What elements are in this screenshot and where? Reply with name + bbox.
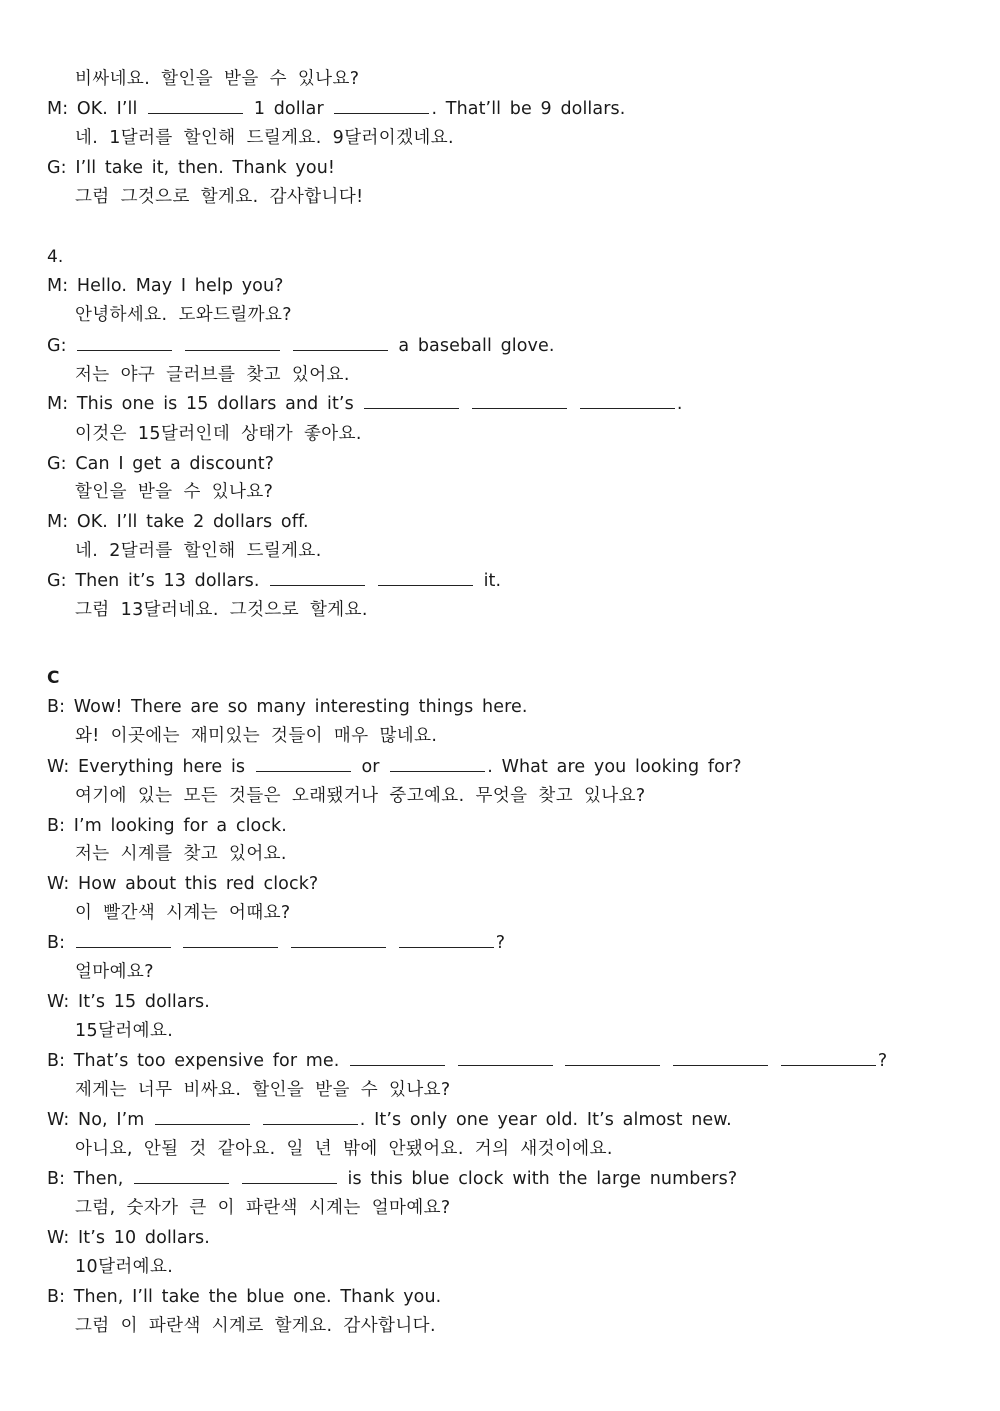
dialogue-text: M: Hello. May I help you? (47, 276, 284, 296)
dialogue-text: G: Can I get a discount? (47, 454, 275, 474)
korean-line (75, 363, 960, 387)
answer-blank[interactable] (185, 334, 280, 351)
dialogue-line (47, 452, 960, 476)
answer-blank[interactable] (781, 1049, 876, 1066)
korean-line (75, 480, 960, 504)
dialogue-line (47, 1108, 960, 1132)
dialogue-line (47, 1226, 960, 1250)
korean-text: 15달러예요. (75, 1021, 174, 1041)
dialogue-text: a baseball glove. (398, 336, 555, 356)
dialogue-text: is this blue clock with the large numbers? (347, 1169, 738, 1189)
korean-text: 저는 시계를 찾고 있어요. (75, 844, 287, 864)
dialogue-text: G: (47, 336, 67, 356)
korean-line (75, 1019, 960, 1043)
dialogue-text: B: That’s too expensive for me. (47, 1051, 340, 1071)
dialogue-line (47, 510, 960, 534)
dialogue-line (47, 569, 960, 593)
korean-line (75, 784, 960, 808)
korean-line (75, 67, 960, 91)
korean-text: 네. 1달러를 할인해 드릴게요. 9달러이겠네요. (75, 128, 454, 148)
korean-text: 여기에 있는 모든 것들은 오래됐거나 중고예요. 무엇을 찾고 있나요? (75, 786, 646, 806)
korean-text: 그럼, 숫자가 큰 이 파란색 시계는 얼마예요? (75, 1198, 451, 1218)
answer-blank[interactable] (134, 1167, 229, 1184)
korean-text: 제게는 너무 비싸요. 할인을 받을 수 있나요? (75, 1080, 451, 1100)
answer-blank[interactable] (183, 931, 278, 948)
answer-blank[interactable] (565, 1049, 660, 1066)
answer-blank[interactable] (270, 569, 365, 586)
dialogue-line (47, 334, 960, 358)
answer-blank[interactable] (364, 392, 459, 409)
dialogue-text: B: I’m looking for a clock. (47, 816, 287, 836)
korean-text: 그럼 13달러네요. 그것으로 할게요. (75, 600, 368, 620)
dialogue-line (47, 1285, 960, 1309)
korean-line (75, 598, 960, 622)
dialogue-text: W: Everything here is (47, 757, 246, 777)
korean-text: 이것은 15달러인데 상태가 좋아요. (75, 424, 362, 444)
dialogue-text: W: No, I’m (47, 1110, 145, 1130)
dialogue-line (47, 814, 960, 838)
dialogue-text: W: It’s 10 dollars. (47, 1228, 210, 1248)
answer-blank[interactable] (458, 1049, 553, 1066)
dialogue-line (47, 931, 960, 955)
dialogue-text: B: (47, 933, 66, 953)
korean-line (75, 1196, 960, 1220)
answer-blank[interactable] (291, 931, 386, 948)
section-heading-text: C (47, 668, 60, 688)
dialogue-text: G: I’ll take it, then. Thank you! (47, 158, 336, 178)
dialogue-text: B: Wow! There are so many interesting things here. (47, 697, 528, 717)
korean-text: 아니요, 안될 것 같아요. 일 년 밖에 안됐어요. 거의 새것이에요. (75, 1139, 613, 1159)
dialogue-line (47, 392, 960, 416)
korean-line (75, 842, 960, 866)
dialogue-text: M: OK. I’ll (47, 99, 138, 119)
dialogue-text: ? (495, 933, 506, 953)
korean-text: 저는 야구 글러브를 찾고 있어요. (75, 365, 350, 385)
dialogue-text: W: How about this red clock? (47, 874, 319, 894)
korean-text: 안녕하세요. 도와드릴까요? (75, 305, 292, 325)
dialogue-text: B: Then, (47, 1169, 124, 1189)
answer-blank[interactable] (148, 97, 243, 114)
korean-text: 네. 2달러를 할인해 드릴게요. (75, 541, 322, 561)
dialogue-text: G: Then it’s 13 dollars. (47, 571, 260, 591)
section-number-text: 4. (47, 247, 64, 267)
answer-blank[interactable] (334, 97, 429, 114)
dialogue-line (47, 1049, 960, 1073)
answer-blank[interactable] (472, 392, 567, 409)
answer-blank[interactable] (378, 569, 473, 586)
answer-blank[interactable] (390, 755, 485, 772)
answer-blank[interactable] (155, 1108, 250, 1125)
korean-line (75, 1314, 960, 1338)
answer-blank[interactable] (76, 931, 171, 948)
dialogue-text: . That’ll be 9 dollars. (431, 99, 626, 119)
korean-text: 10달러예요. (75, 1257, 174, 1277)
dialogue-line (47, 872, 960, 896)
korean-text: 와! 이곳에는 재미있는 것들이 매우 많네요. (75, 726, 438, 746)
korean-line (75, 724, 960, 748)
dialogue-text: . (676, 394, 683, 414)
dialogue-text: . It’s only one year old. It’s almost new. (359, 1110, 732, 1130)
answer-blank[interactable] (263, 1108, 358, 1125)
korean-line (75, 539, 960, 563)
dialogue-text: W: It’s 15 dollars. (47, 992, 210, 1012)
korean-line (75, 126, 960, 150)
korean-line (75, 303, 960, 327)
answer-blank[interactable] (673, 1049, 768, 1066)
dialogue-line (47, 274, 960, 298)
dialogue-line (47, 695, 960, 719)
dialogue-text: or (361, 757, 380, 777)
korean-line (75, 1078, 960, 1102)
answer-blank[interactable] (242, 1167, 337, 1184)
korean-text: 그럼 그것으로 할게요. 감사합니다! (75, 187, 364, 207)
answer-blank[interactable] (256, 755, 351, 772)
korean-line (75, 185, 960, 209)
korean-line (75, 960, 960, 984)
answer-blank[interactable] (580, 392, 675, 409)
dialogue-text: M: OK. I’ll take 2 dollars off. (47, 512, 309, 532)
dialogue-text: B: Then, I’ll take the blue one. Thank you. (47, 1287, 442, 1307)
korean-text: 그럼 이 파란색 시계로 할게요. 감사합니다. (75, 1316, 436, 1336)
dialogue-line (47, 990, 960, 1014)
korean-text: 얼마예요? (75, 962, 154, 982)
dialogue-text: M: This one is 15 dollars and it’s (47, 394, 354, 414)
answer-blank[interactable] (293, 334, 388, 351)
section-number (47, 245, 960, 269)
dialogue-text: it. (483, 571, 502, 591)
dialogue-line (47, 1167, 960, 1191)
korean-line (75, 422, 960, 446)
korean-line (75, 1255, 960, 1279)
korean-text: 할인을 받을 수 있나요? (75, 482, 274, 502)
korean-text: 비싸네요. 할인을 받을 수 있나요? (75, 69, 360, 89)
korean-text: 이 빨간색 시계는 어때요? (75, 903, 291, 923)
dialogue-text: . What are you looking for? (487, 757, 742, 777)
korean-line (75, 1137, 960, 1161)
dialogue-line (47, 156, 960, 180)
dialogue-line (47, 97, 960, 121)
korean-line (75, 901, 960, 925)
answer-blank[interactable] (350, 1049, 445, 1066)
dialogue-line (47, 755, 960, 779)
answer-blank[interactable] (77, 334, 172, 351)
dialogue-text: ? (877, 1051, 888, 1071)
answer-blank[interactable] (399, 931, 494, 948)
dialogue-text: 1 dollar (253, 99, 324, 119)
section-heading (47, 666, 960, 690)
